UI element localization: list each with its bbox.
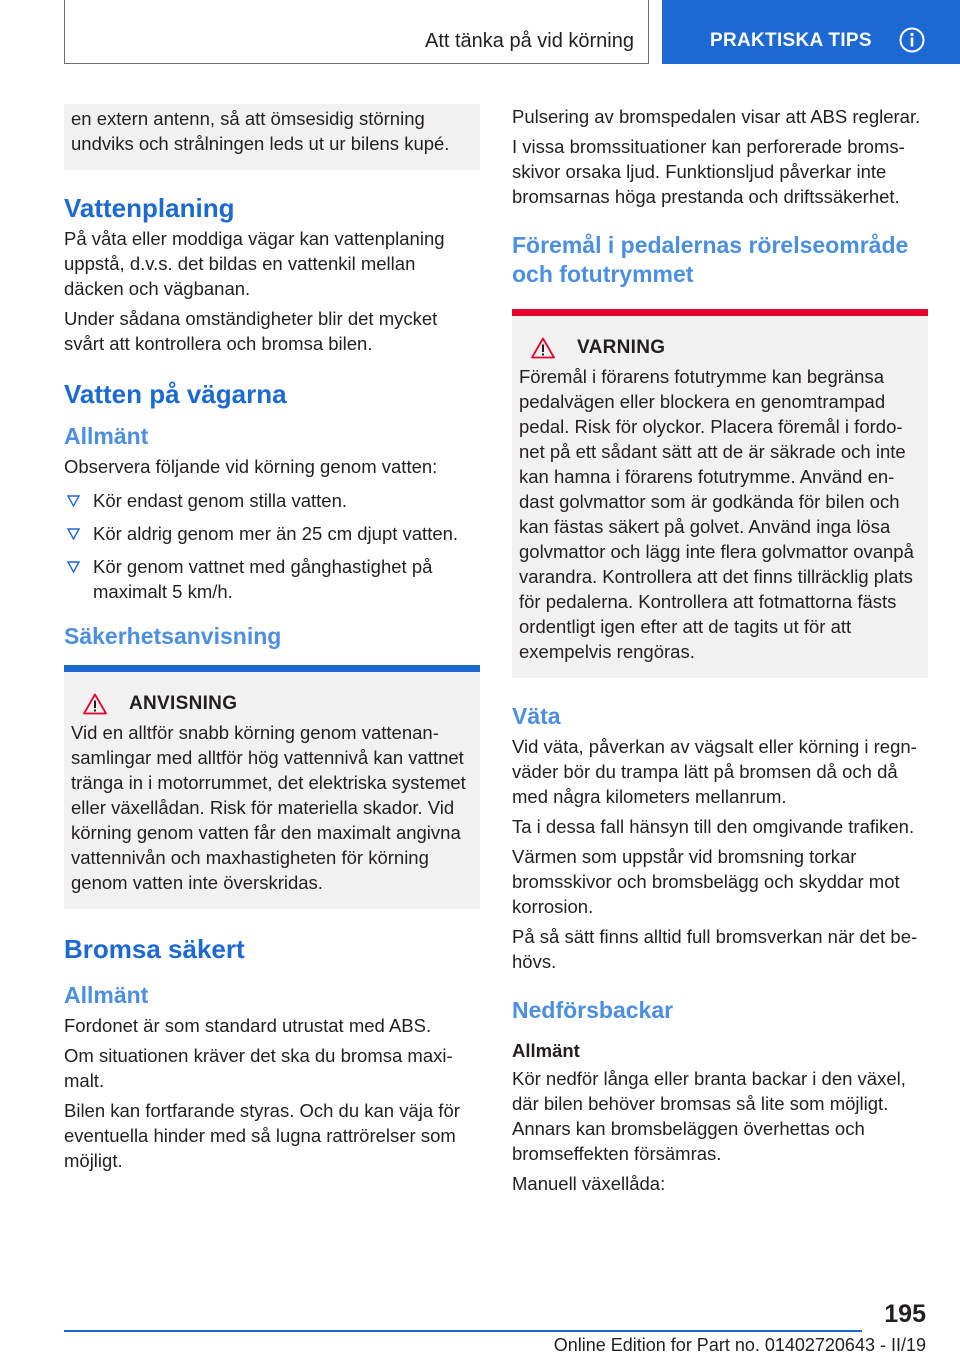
section-tab-label: PRAKTISKA TIPS (710, 30, 872, 51)
warning-title: VARNING (577, 337, 666, 358)
chapter-title: Att tänka på vid körning (424, 30, 634, 52)
subheading-vata: Väta (512, 703, 561, 729)
list-item-text: Kör endast genom stilla vatten. (93, 490, 348, 511)
notice-header (71, 690, 473, 718)
right-column (512, 104, 928, 1201)
list-item (64, 521, 480, 546)
paragraph: Vid väta, påverkan av vägsalt eller körning i regnväder bör du trampa lätt på bromsen då och då med några kilometers mellanrum. (512, 736, 917, 807)
heading-vattenplaning: Vattenplaning (64, 193, 235, 223)
footer-edition: Online Edition for Part no. 01402720643 - II/19 (553, 1335, 926, 1355)
left-column (64, 104, 480, 1178)
info-icon (899, 27, 925, 53)
paragraph: Om situationen kräver det ska du bromsa maximalt. (64, 1045, 453, 1091)
subheading-sakerhetsanvisning: Säkerhetsanvisning (64, 623, 282, 649)
triangle-bullet-icon (67, 527, 80, 540)
subheading-foremal: Föremål i pedalernas rörelseområde och fotutrymmet (512, 232, 909, 287)
water-driving-list (64, 488, 480, 604)
minor-heading-allmant: Allmänt (512, 1040, 580, 1061)
warning-header (519, 334, 921, 362)
heading-bromsa-sakert: Bromsa säkert (64, 934, 245, 964)
heading-vatten-pa-vagarna: Vatten på vägarna (64, 379, 287, 409)
subheading-allmant: Allmänt (64, 423, 149, 449)
triangle-bullet-icon (67, 560, 80, 573)
paragraph: I vissa bromssituationer kan perforerade bromsskivor orsaka ljud. Funktionsljud påverkar inte bromsarnas höga prestanda och driftssäkerhet. (512, 136, 905, 207)
warning-triangle-icon (83, 693, 107, 715)
subheading-allmant: Allmänt (64, 982, 149, 1008)
paragraph: Pulsering av bromspedalen visar att ABS reglerar. (512, 106, 921, 127)
warning-box (512, 309, 928, 678)
continued-notice-text: en extern antenn, så att ömsesidig störning undviks och strålningen leds ut ur bilens kupé. (71, 108, 450, 154)
paragraph: Värmen som uppstår vid bromsning torkar bromsskivor och bromsbelägg och skyddar mot korrosion. (512, 846, 900, 917)
notice-box (64, 665, 480, 909)
list-item-text: Kör aldrig genom mer än 25 cm djupt vatten. (93, 523, 459, 544)
paragraph: På så sätt finns alltid full bromsverkan när det behövs. (512, 926, 918, 972)
list-item (64, 554, 480, 604)
header-chapter-box (64, 0, 649, 64)
notice-title: ANVISNING (129, 693, 238, 714)
paragraph: På våta eller moddiga vägar kan vattenplaning uppstå, d.v.s. det bildas en vattenkil mellan däcken och vägbanan. (64, 228, 445, 299)
list-item (64, 488, 480, 513)
paragraph: Manuell växellåda: (512, 1173, 666, 1194)
paragraph: Observera följande vid körning genom vatten: (64, 456, 438, 477)
notice-text: Vid en alltför snabb körning genom vattenansamlingar med alltför hög vattennivå kan vattnet tränga in i motorrummet, det elektriska systemet eller växellådan. Risk för materiella skador. Vid körning genom vatten får den maximalt angivna vattennivån och maxhastigheten för körning genom vatten inte överskridas. (71, 722, 466, 893)
paragraph: Kör nedför långa eller branta backar i den växel, där bilen behöver bromsas så lite som möjligt. Annars kan bromsbeläggen överhettas och bromseffekten försämras. (512, 1068, 906, 1164)
paragraph: Fordonet är som standard utrustat med ABS. (64, 1015, 432, 1036)
page-number: 195 (884, 1300, 926, 1328)
continued-notice-box (64, 104, 480, 170)
footer-divider (64, 1330, 862, 1332)
paragraph: Under sådana omständigheter blir det mycket svårt att kontrollera och bromsa bilen. (64, 308, 438, 354)
warning-triangle-icon (531, 337, 555, 359)
list-item-text: Kör genom vattnet med gånghastighet på maximalt 5 km/h. (93, 556, 433, 602)
paragraph: Bilen kan fortfarande styras. Och du kan väja för eventuella hinder med så lugna rattrörelser som möjligt. (64, 1100, 460, 1171)
paragraph: Ta i dessa fall hänsyn till den omgivande trafiken. (512, 816, 915, 837)
subheading-nedforsbackar: Nedförsbackar (512, 997, 674, 1023)
triangle-bullet-icon (67, 494, 80, 507)
section-tab[interactable] (662, 0, 960, 64)
warning-text: Föremål i förarens fotutrymme kan begränsa pedalvägen eller blockera en genomtrampad pedal. Risk för olyckor. Placera föremål i fordonet på ett sådant sätt att de är säkrade och inte kan hamna i förarens fotutrymme. Använd endast golvmattor som är godkända för bilen och kan fästas säkert på golvet. Använd inga lösa golvmattor och lägg inte flera golvmattor ovanpå varandra. Kontrollera att det finns tillräcklig plats för pedalerna. Kontrollera att fotmattorna fästs ordentligt igen efter att de tagits ut för att exempelvis rengöras. (519, 366, 914, 662)
